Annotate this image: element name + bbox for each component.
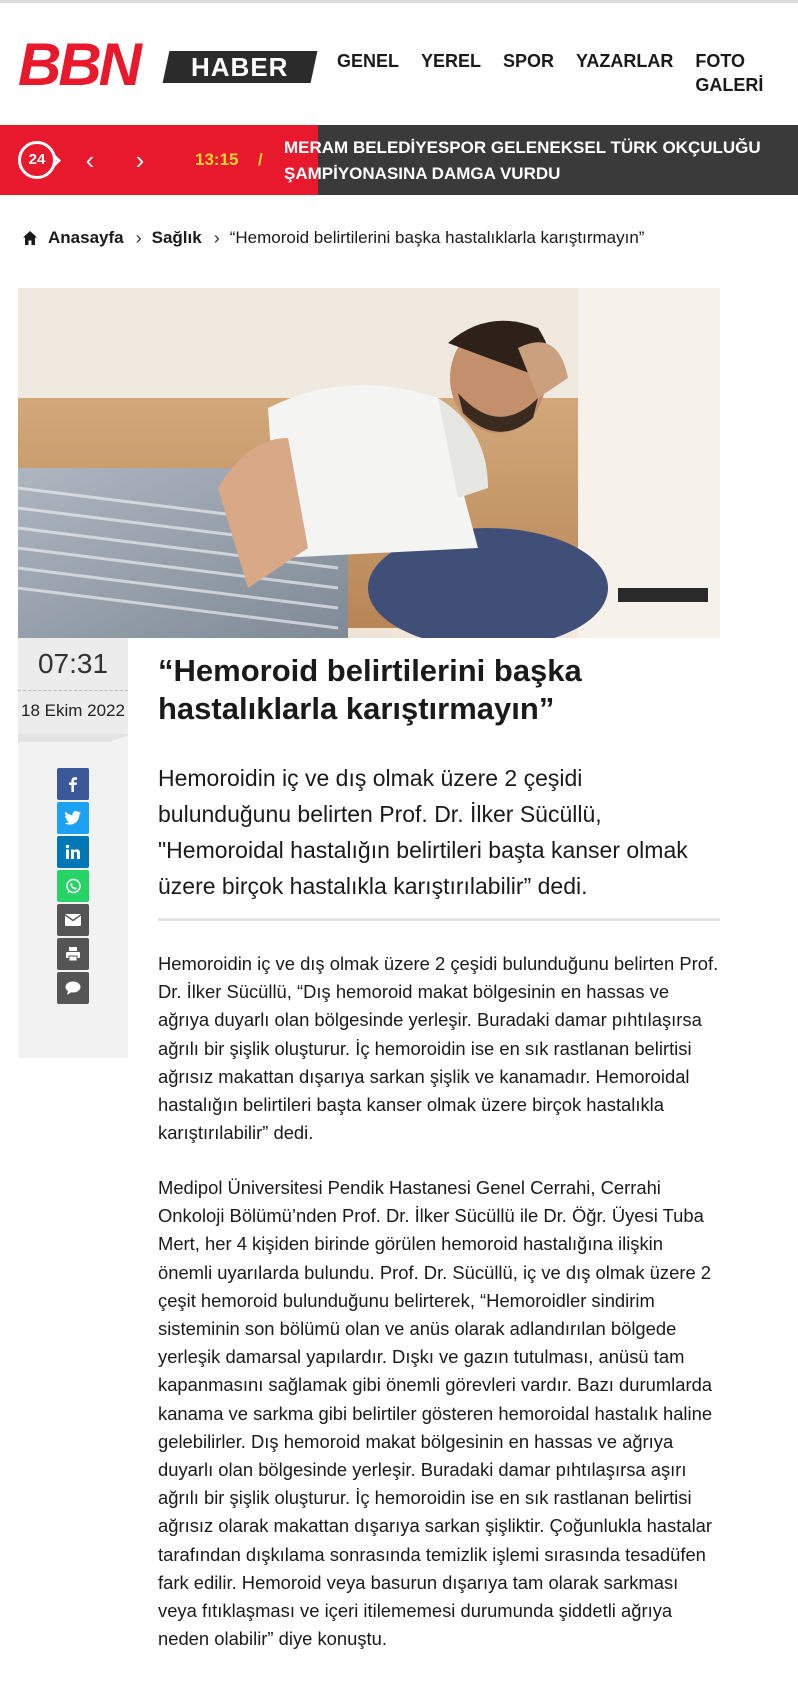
ticker-headline-link[interactable]: MERAM BELEDİYESPOR GELENEKSEL TÜRK OKÇULUĞU ŞAMPİYONASINA DAMGA VURDU xyxy=(284,138,761,183)
email-share-button[interactable] xyxy=(57,904,89,936)
chevron-right-icon: › xyxy=(135,228,142,248)
news-ticker xyxy=(0,125,798,195)
email-icon xyxy=(65,914,81,926)
article-title: “Hemoroid belirtilerini başka hastalıklarla karıştırmayın” xyxy=(158,653,582,726)
nav-item-genel[interactable]: GENEL xyxy=(337,51,400,71)
article-lead: Hemoroidin iç ve dış olmak üzere 2 çeşidi bulunduğunu belirten Prof. Dr. İlker Sücüllü, "Hemoroidal hastalığın belirtileri başta kanser olmak üzere birçok hastalıkla karıştırılabilir” dedi. xyxy=(158,765,688,899)
chevron-right-icon: › xyxy=(213,228,220,248)
logo-sub-badge xyxy=(163,51,318,83)
print-button[interactable] xyxy=(57,938,89,970)
nav-item-yerel[interactable]: YEREL xyxy=(421,51,482,71)
breadcrumb-category-link[interactable]: Sağlık xyxy=(151,228,202,247)
article-date: 18 Ekim 2022 xyxy=(18,690,128,734)
home-icon xyxy=(22,230,38,246)
date-notch xyxy=(18,734,128,742)
breadcrumb-home-link[interactable]: Anasayfa xyxy=(48,228,124,247)
ticker-separator: / xyxy=(258,150,263,169)
breadcrumb xyxy=(22,226,644,250)
ticker-time: 13:15 xyxy=(195,150,239,169)
article-paragraph: Hemoroidin iç ve dış olmak üzere 2 çeşidi bulunduğunu belirten Prof. Dr. İlker Sücüllü, “Dış hemoroid makat bölgesinin en hassas ve ağrıya duyarlı olan bölgesinde yerleşir. Buradaki damar pıhtılaşırsa ağrılı bir şişlik oluşturur. İç hemoroidin ise en sık rastlanan belirtisi ağrısız makattan dışarıya sarkan şişlik ve kanamadır. Hemoroidal hastalığın belirtileri başta kanser olmak üzere birçok hastalıkla karıştırılabilir” dedi. xyxy=(158,953,719,1144)
logo-main-text: BBN xyxy=(18,31,139,98)
nav-item-spor[interactable]: SPOR xyxy=(503,51,555,71)
ticker-prev-button[interactable]: ‹ xyxy=(85,145,95,175)
nav-item-foto-galeri[interactable]: FOTO GALERİ xyxy=(695,51,764,95)
site-header xyxy=(0,3,798,125)
main-nav xyxy=(337,49,798,97)
nav-item-yazarlar[interactable]: YAZARLAR xyxy=(576,51,674,71)
facebook-share-button[interactable] xyxy=(57,768,89,800)
article-paragraph: Medipol Üniversitesi Pendik Hastanesi Genel Cerrahi, Cerrahi Onkoloji Bölümü’nden Prof. Dr. İlker Sücüllü ile Dr. Öğr. Üyesi Tuba Mert, her 4 kişiden birinde görülen hemoroid hastalığına ilişkin önemli uyarılarda bulundu. Prof. Dr. Sücüllü, iç ve dış olmak üzere 2 çeşit hemoroid bulunduğunu belirterek, “Hemoroidler sindirim sisteminin son bölümü olan ve anüs olarak adlandırılan bölgede yerleşik damarsal yapılardır. Dışkı ve gazın tutulması, anüsü tam kapanmasını sağlamak gibi önemli görevleri vardır. Bazı durumlarda kanama ve sarkma gibi belirtiler gösteren hemoroidal hastalık haline gelebilirler. Dış hemoroid makat bölgesinin en hassas ve ağrıya duyarlı olan bölgesinde yerleşir. Buradaki damar pıhtılaşırsa aşırı ağrılı bir şişlik oluşturur. İç hemoroidin ise en sık rastlanan belirtisi ağrısız olarak makattan dışarıya sarkan şişliktir. Çoğunlukla hastalar tarafından dışkılama sonrasında temizlik işlemi sırasında tesadüfen fark edilir. Hemoroid veya basurun dışarıya tam olarak sarkması veya fıtıklaşması ve içeri itilememesi durumunda şiddetli ağrıya neden olabilir” diye konuştu. xyxy=(158,1177,713,1650)
ticker-next-button[interactable]: › xyxy=(135,145,145,175)
comment-button[interactable] xyxy=(57,972,89,1004)
article-meta-sidebar xyxy=(18,638,128,1058)
print-icon xyxy=(65,946,81,962)
whatsapp-icon xyxy=(65,878,82,895)
article-hero-image xyxy=(18,288,720,638)
facebook-icon xyxy=(65,776,81,792)
whatsapp-share-button[interactable] xyxy=(57,870,89,902)
linkedin-icon xyxy=(65,844,81,860)
lead-divider xyxy=(158,918,720,921)
article-time: 07:31 xyxy=(18,638,128,690)
breadcrumb-current: “Hemoroid belirtilerini başka hastalıklarla karıştırmayın” xyxy=(229,228,645,247)
linkedin-share-button[interactable] xyxy=(57,836,89,868)
twitter-share-button[interactable] xyxy=(57,802,89,834)
twitter-icon xyxy=(65,811,81,825)
logo-sub-text: HABER xyxy=(191,52,289,82)
comment-icon xyxy=(65,981,81,995)
clock-24-icon: 24 xyxy=(18,141,56,179)
site-logo[interactable] xyxy=(18,31,298,98)
hero-illustration xyxy=(18,288,720,638)
